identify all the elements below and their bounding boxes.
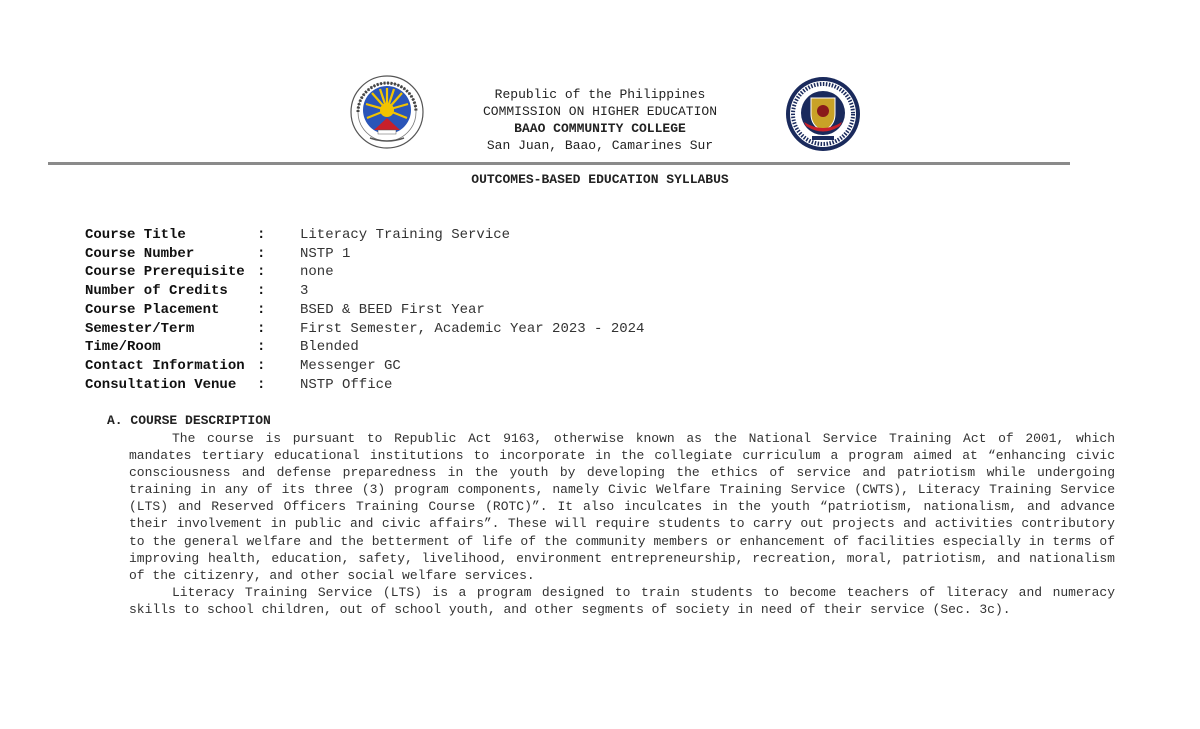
consultation-row	[85, 376, 644, 395]
info-label: Consultation Venue	[85, 376, 237, 393]
course-description-heading: A. COURSE DESCRIPTION	[107, 413, 271, 428]
info-colon: :	[257, 227, 266, 243]
credits-row	[85, 282, 644, 301]
college-address: San Juan, Baao, Camarines Sur	[486, 138, 714, 153]
info-colon: :	[257, 301, 266, 318]
course-info-list	[85, 226, 644, 394]
college-name: BAAO COMMUNITY COLLEGE	[514, 121, 686, 136]
info-colon: :	[257, 283, 266, 300]
course-number-row	[85, 245, 644, 264]
time-room-row	[85, 338, 644, 357]
info-colon: :	[257, 339, 266, 356]
course-prerequisite-row	[85, 263, 644, 282]
description-paragraph: Literacy Training Service (LTS) is a program designed to train students to become teachers of literacy and numeracy skills to school children, out of school youth, and other segments of society in need of their service (Sec. 3c).	[129, 584, 1115, 617]
info-value: Messenger GC	[300, 357, 401, 374]
info-label: Contact Information	[85, 357, 245, 374]
commission-line: COMMISSION ON HIGHER EDUCATION	[482, 104, 718, 119]
info-value: NSTP 1	[300, 245, 351, 262]
info-value: NSTP Office	[300, 376, 393, 393]
description-paragraph: The course is pursuant to Republic Act 9163, otherwise known as the National Service Training Act of 2001, which mandates tertiary educational institutions to incorporate in the collegiate curriculum a program aimed at “enhancing civic consciousness and defense preparedness in the youth by developing the ethics of service and patriotism while undergoing training in any of its three (3) program components, namely Civic Welfare Training Service (CWTS), Literacy Training Service (LTS) and Reserved Officers Training Course (ROTC)”. It also inculcates in the youth “patriotism, nationalism, and advance their involvement in public and civic affairs”. These will require students to carry out projects and activities contributory to the general welfare and the betterment of life of the community members or enhancement of facilities especially in terms of improving health, education, safety, livelihood, environment entrepreneurship, recreation, moral, patriotism, and nationalism of the citizenry, and other social welfare services.	[129, 431, 1115, 583]
info-colon: :	[257, 320, 266, 337]
info-value: BSED & BEED First Year	[300, 301, 485, 318]
course-placement-row	[85, 301, 644, 320]
info-value: Literacy Training Service	[300, 227, 511, 243]
republic-line: Republic of the Philippines	[494, 87, 706, 102]
document-header	[0, 0, 1200, 160]
info-value: 3	[300, 283, 309, 300]
info-label: Course Placement	[85, 301, 220, 318]
info-label: Number of Credits	[85, 283, 228, 300]
document-title: OUTCOMES-BASED EDUCATION SYLLABUS	[471, 172, 729, 187]
course-description-body	[129, 430, 1115, 618]
info-label: Time/Room	[85, 339, 161, 356]
info-value: none	[300, 264, 334, 281]
institution-header	[400, 86, 800, 154]
info-colon: :	[257, 376, 266, 393]
info-label: Semester/Term	[85, 320, 195, 337]
info-label: Course Prerequisite	[85, 264, 245, 281]
college-seal-logo	[784, 76, 862, 152]
info-colon: :	[257, 245, 266, 262]
info-colon: :	[257, 357, 266, 374]
header-divider	[48, 162, 1070, 165]
course-title-row	[85, 226, 644, 245]
contact-row	[85, 357, 644, 376]
info-label: Course Title	[85, 227, 186, 243]
info-label: Course Number	[85, 245, 195, 262]
info-value: First Semester, Academic Year 2023 - 2024	[300, 320, 645, 337]
semester-row	[85, 320, 644, 339]
info-value: Blended	[300, 339, 359, 356]
info-colon: :	[257, 264, 266, 281]
